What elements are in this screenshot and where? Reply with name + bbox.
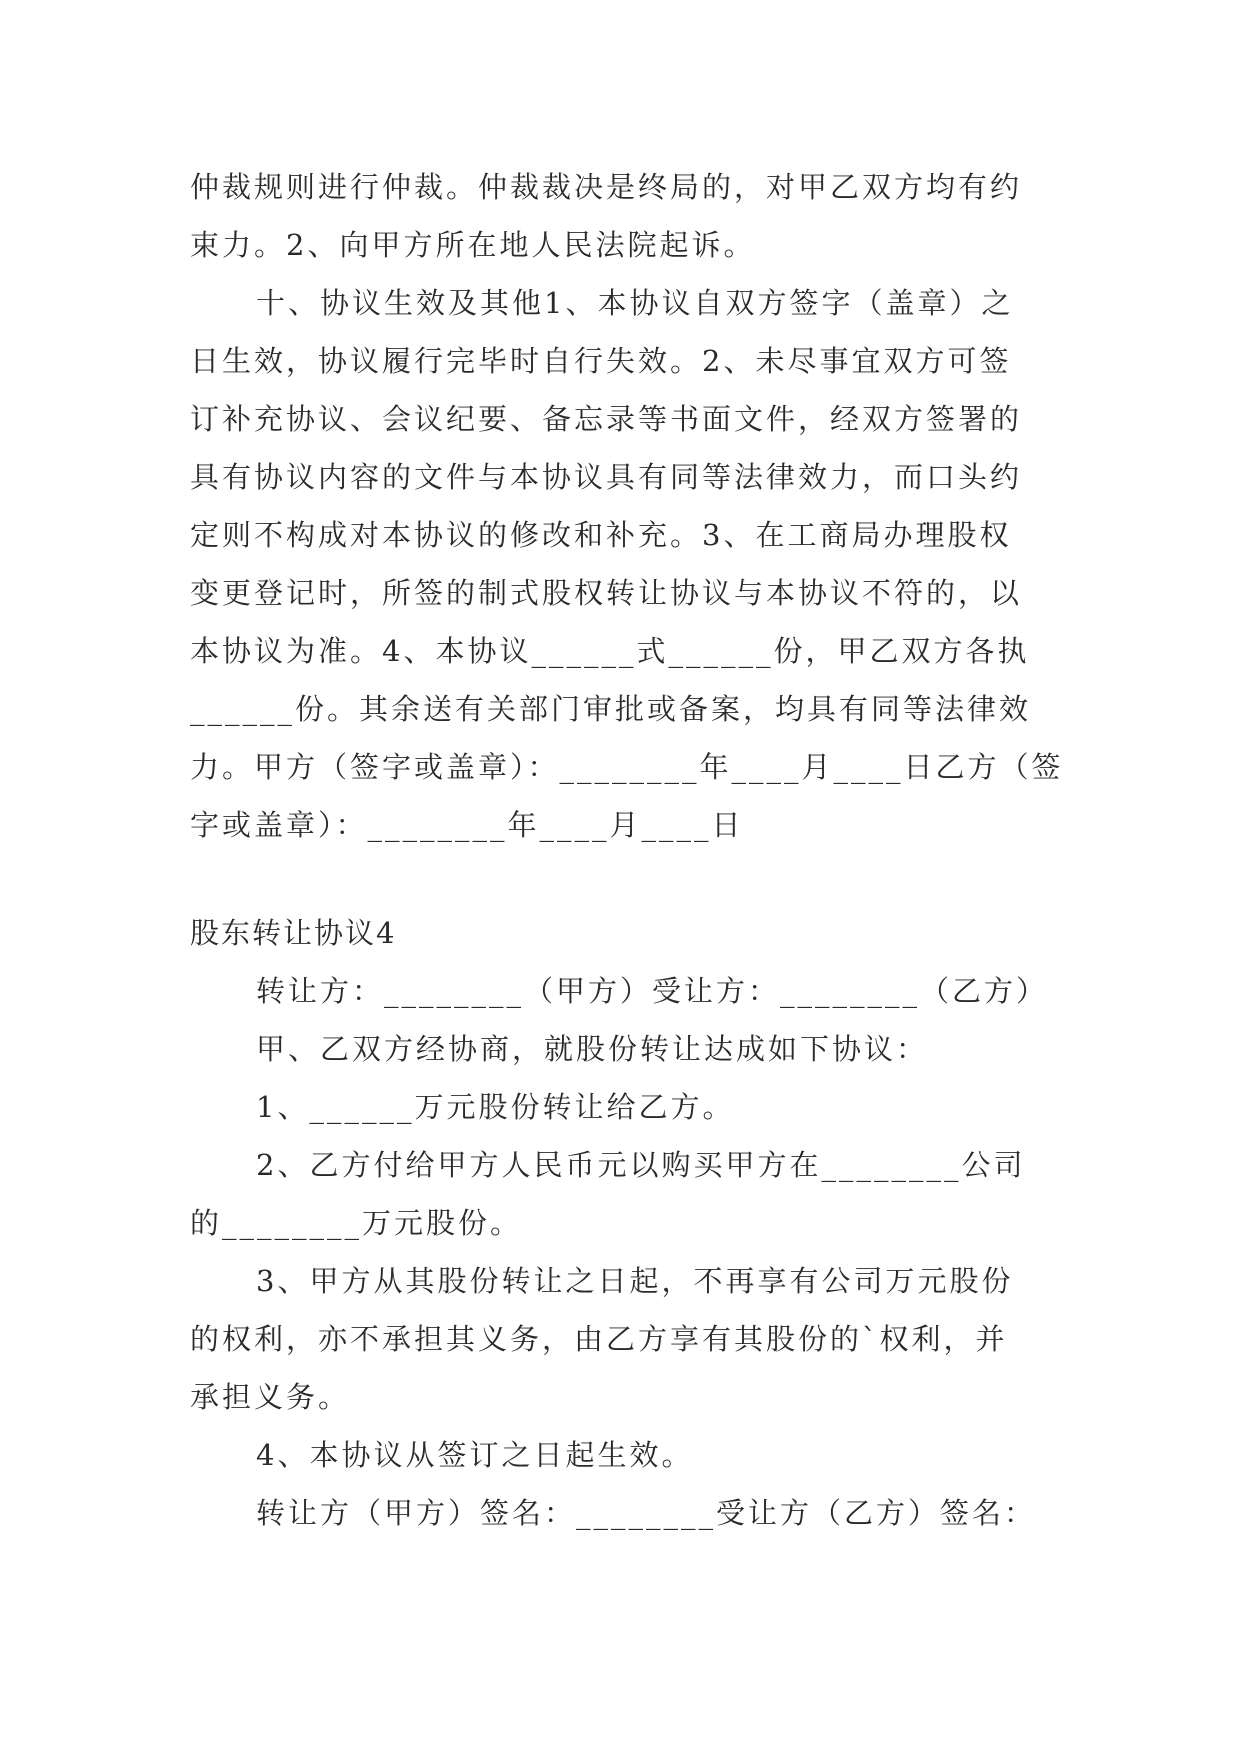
section-title: 股东转让协议4: [190, 916, 397, 950]
body-text-line: 日生效，协议履行完毕时自行失效。2、未尽事宜双方可签: [190, 344, 1012, 378]
body-text-line: 2、乙方付给甲方人民币元以购买甲方在________公司: [256, 1148, 1026, 1182]
body-text-line: 力。甲方（签字或盖章）：________年____月____日乙方（签: [190, 750, 1064, 784]
body-text-line: 承担义务。: [190, 1380, 351, 1414]
body-text-line: 3、甲方从其股份转让之日起，不再享有公司万元股份: [256, 1264, 1014, 1298]
body-text-line: 定则不构成对本协议的修改和补充。3、在工商局办理股权: [190, 518, 1012, 552]
body-text-line: 1、______万元股份转让给乙方。: [256, 1090, 735, 1124]
body-text-line: 束力。2、向甲方所在地人民法院起诉。: [190, 228, 756, 262]
body-text-line: 仲裁规则进行仲裁。仲裁裁决是终局的，对甲乙双方均有约: [190, 170, 1023, 204]
body-text-line: 具有协议内容的文件与本协议具有同等法律效力，而口头约: [190, 460, 1023, 494]
body-text-line: 转让方：________（甲方）受让方：________（乙方）: [256, 974, 1049, 1008]
body-text-line: 本协议为准。4、本协议______式______份，甲乙双方各执: [190, 634, 1030, 668]
body-text-line: 字或盖章）：________年____月____日: [190, 808, 744, 842]
body-text-line: ______份。其余送有关部门审批或备案，均具有同等法律效: [190, 692, 1032, 726]
body-text-line: 变更登记时，所签的制式股权转让协议与本协议不符的，以: [190, 576, 1023, 610]
body-text-line: 订补充协议、会议纪要、备忘录等书面文件，经双方签署的: [190, 402, 1023, 436]
body-text-line: 4、本协议从签订之日起生效。: [256, 1438, 694, 1472]
body-text-line: 甲、乙双方经协商，就股份转让达成如下协议：: [256, 1032, 929, 1066]
body-text-line: 的________万元股份。: [190, 1206, 523, 1240]
body-text-line: 转让方（甲方）签名：________受让方（乙方）签名：: [256, 1496, 1037, 1530]
body-text-line: 十、协议生效及其他1、本协议自双方签字（盖章）之: [256, 286, 1014, 320]
body-text-line: 的权利，亦不承担其义务，由乙方享有其股份的`权利，并: [190, 1322, 1008, 1356]
